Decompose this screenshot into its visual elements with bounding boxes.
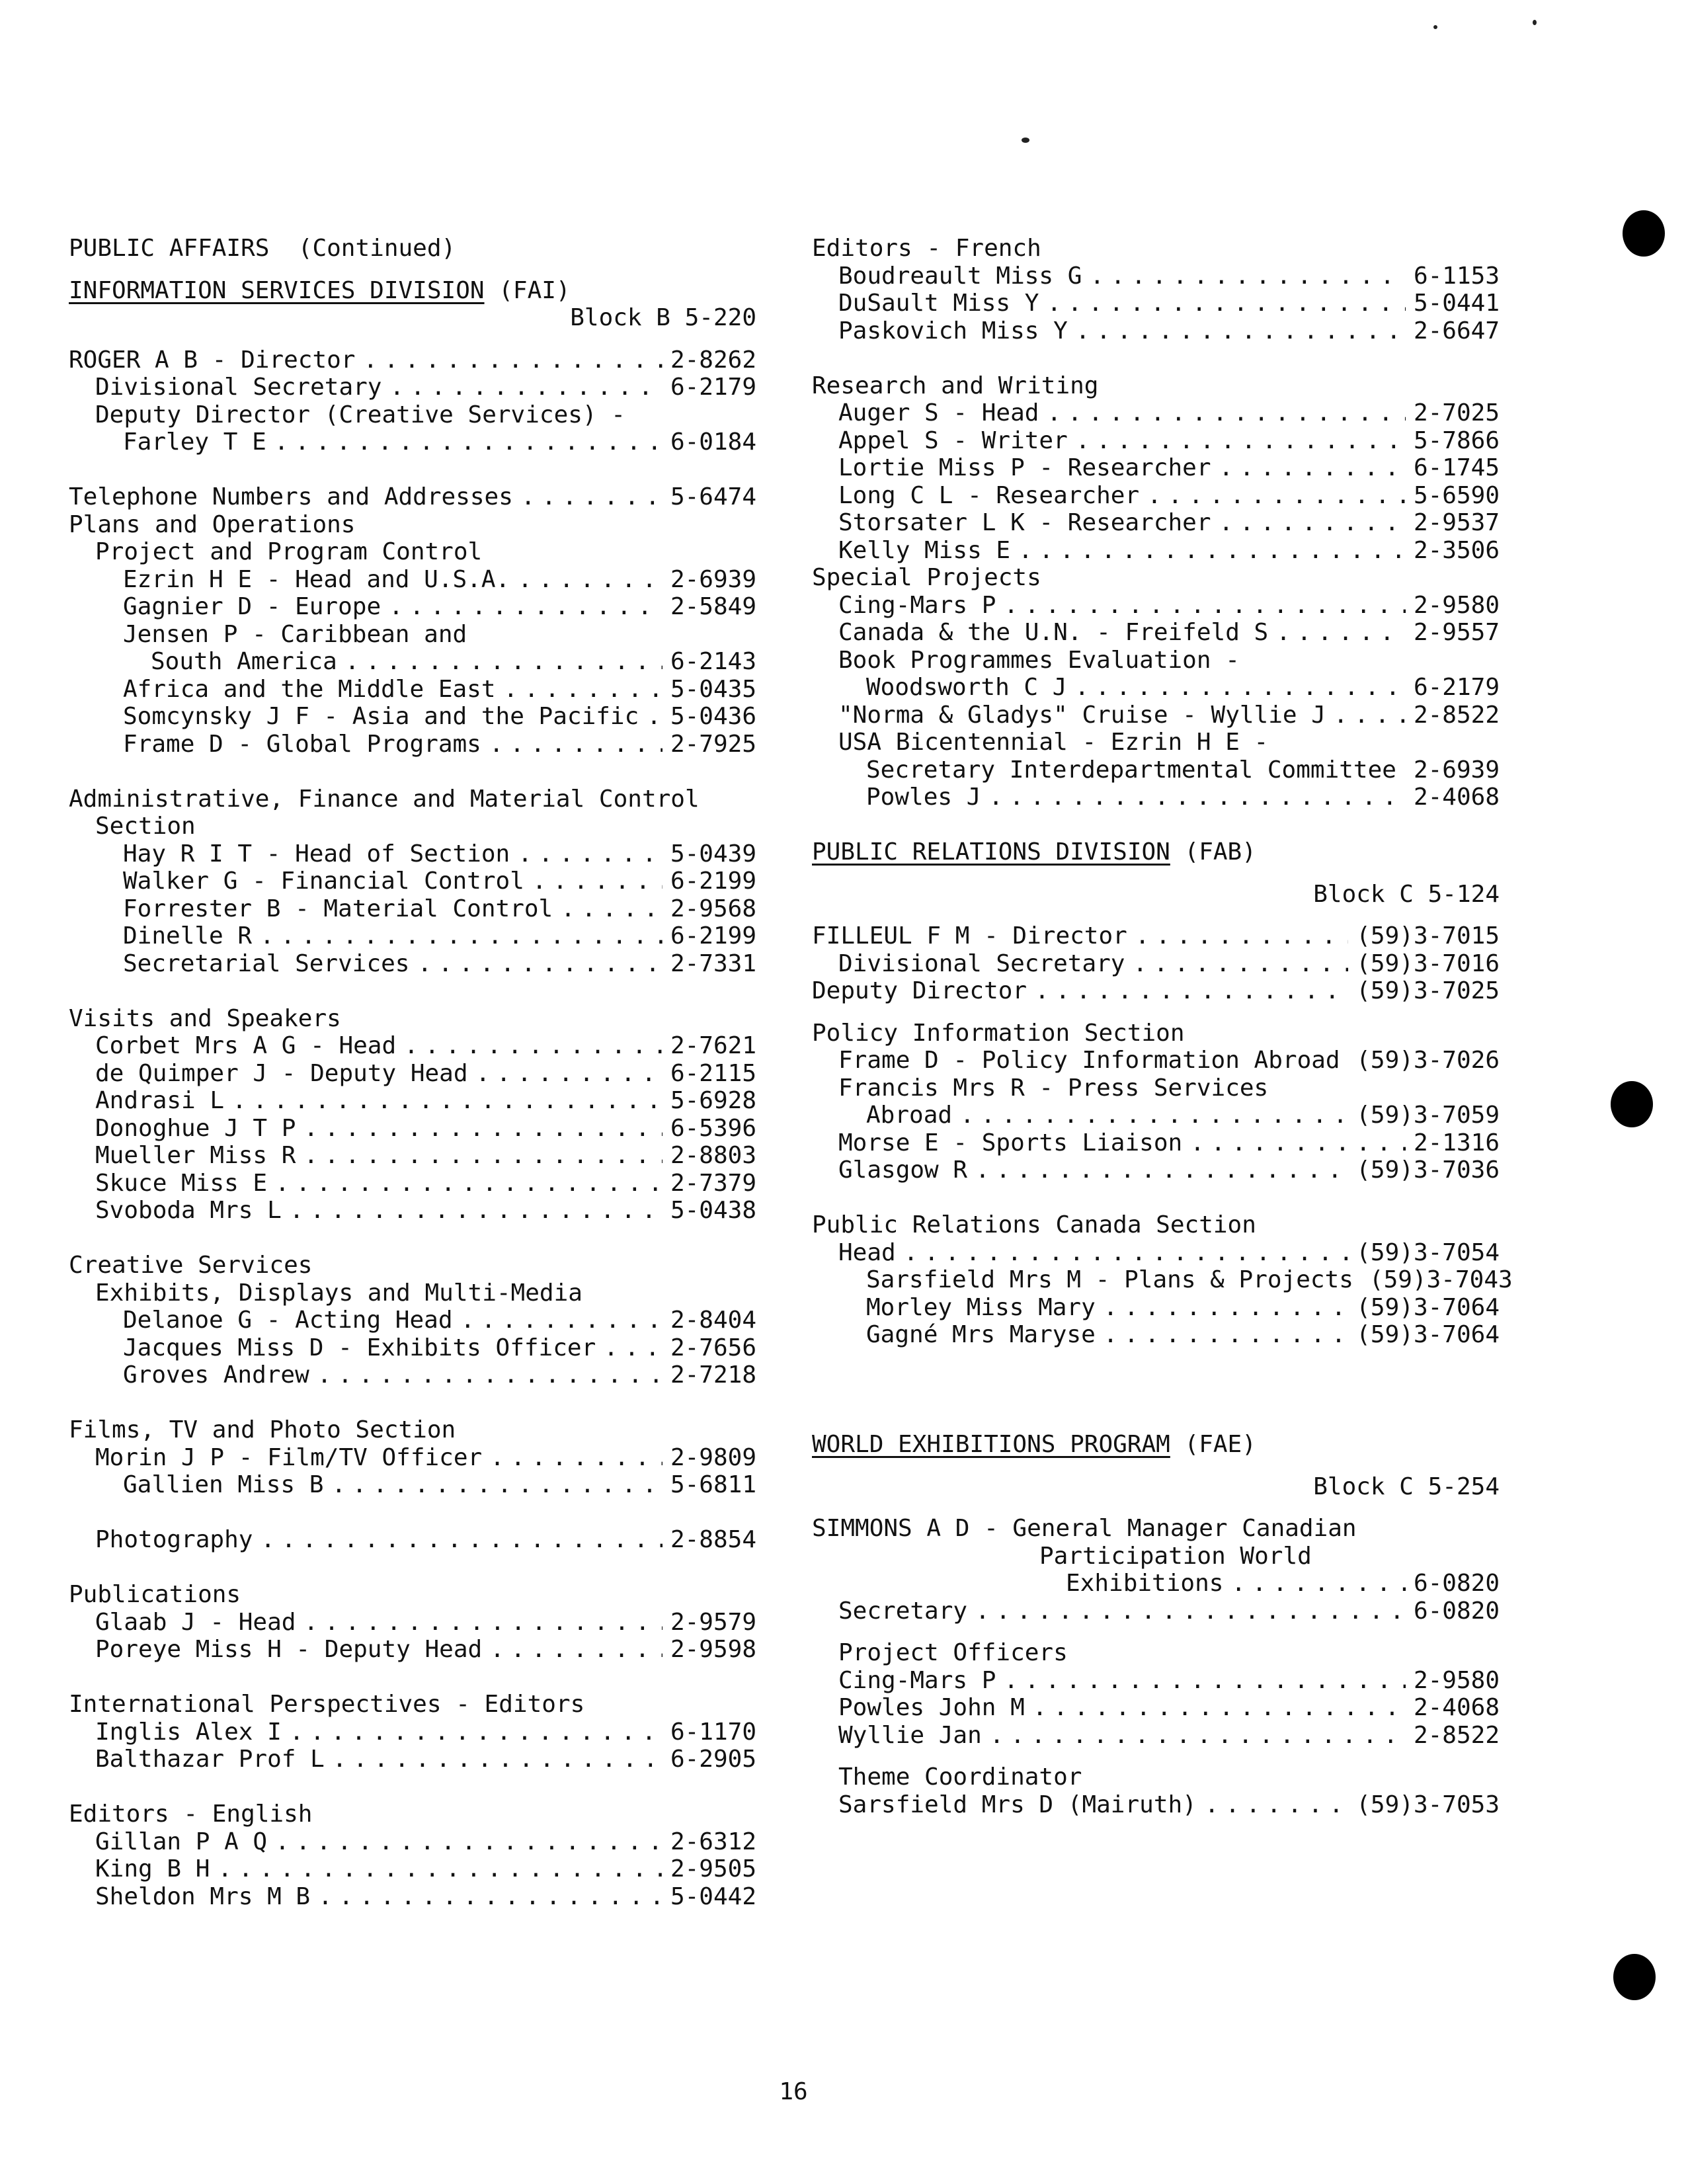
entry-heading: Publications bbox=[69, 1581, 241, 1608]
directory-entry: Somcynsky J F - Asia and the Pacific . . . 5-0436 bbox=[69, 703, 756, 731]
scan-speck bbox=[1533, 20, 1537, 25]
directory-entry: Corbet Mrs A G - Head . . . 2-7621 bbox=[69, 1032, 756, 1060]
directory-entry: Canada & the U.N. - Freifeld S . . . 2-9557 bbox=[812, 619, 1500, 647]
entry-heading: Public Relations Canada Section bbox=[812, 1211, 1256, 1238]
division-title-prd: PUBLIC RELATIONS DIVISION (FAB) bbox=[812, 838, 1256, 866]
entry-heading: Exhibits, Displays and Multi-Media bbox=[95, 1279, 583, 1307]
directory-entry: Groves Andrew . . . 2-7218 bbox=[69, 1361, 756, 1389]
directory-entry: Storsater L K - Researcher . . . 2-9537 bbox=[812, 509, 1500, 537]
directory-entry: Gillan P A Q . . . 2-6312 bbox=[69, 1828, 756, 1856]
block-location-isd: Block B 5-220 bbox=[570, 304, 756, 331]
entry-heading: Policy Information Section bbox=[812, 1019, 1185, 1047]
directory-entry: Frame D - Policy Information Abroad . . . (59)3-7026 bbox=[812, 1047, 1500, 1074]
directory-entry: Ezrin H E - Head and U.S.A. . . . 2-6939 bbox=[69, 566, 756, 594]
entry-heading: Creative Services bbox=[69, 1252, 313, 1279]
punch-hole-middle bbox=[1611, 1081, 1653, 1127]
entry-heading: Editors - English bbox=[69, 1800, 313, 1828]
directory-entry: Boudreault Miss G . . . 6-1153 bbox=[812, 263, 1500, 290]
directory-entry: Telephone Numbers and Addresses . . . 5-6474 bbox=[69, 483, 756, 511]
directory-entry: Africa and the Middle East . . . 5-0435 bbox=[69, 676, 756, 704]
entry-heading: Plans and Operations bbox=[69, 510, 356, 538]
directory-entry: South America . . . 6-2143 bbox=[69, 648, 756, 676]
scan-speck bbox=[1433, 25, 1437, 29]
directory-entry: Gagné Mrs Maryse . . . (59)3-7064 bbox=[812, 1321, 1500, 1349]
directory-entry: Skuce Miss E . . . 2-7379 bbox=[69, 1170, 756, 1197]
directory-entry: Morin J P - Film/TV Officer . . . 2-9809 bbox=[69, 1444, 756, 1472]
directory-entry: Donoghue J T P . . . 6-5396 bbox=[69, 1115, 756, 1143]
directory-entry: Gallien Miss B . . . 5-6811 bbox=[69, 1471, 756, 1499]
directory-entry: Cing-Mars P . . . 2-9580 bbox=[812, 592, 1500, 620]
entry-heading: Project Officers bbox=[838, 1639, 1068, 1666]
directory-entry: Walker G - Financial Control . . . 6-2199 bbox=[69, 868, 756, 895]
directory-entry: Paskovich Miss Y . . . 2-6647 bbox=[812, 317, 1500, 345]
directory-entry: King B H . . . 2-9505 bbox=[69, 1855, 756, 1883]
directory-entry: Powles John M . . . 2-4068 bbox=[812, 1694, 1500, 1722]
entry-heading: Visits and Speakers bbox=[69, 1004, 341, 1032]
directory-entry: Glasgow R . . . (59)3-7036 bbox=[812, 1156, 1500, 1184]
entry-heading: Book Programmes Evaluation - bbox=[838, 646, 1240, 674]
directory-entry: DuSault Miss Y . . . 5-0441 bbox=[812, 290, 1500, 317]
entry-heading: Special Projects bbox=[812, 564, 1041, 591]
directory-entry: Lortie Miss P - Researcher . . . 6-1745 bbox=[812, 454, 1500, 482]
entry-heading: Section bbox=[95, 813, 196, 840]
block-location-prd: Block C 5-124 bbox=[1313, 880, 1500, 908]
directory-entry: Dinelle R . . . 6-2199 bbox=[69, 922, 756, 950]
directory-entry: Auger S - Head . . . 2-7025 bbox=[812, 399, 1500, 427]
directory-entry: Gagnier D - Europe . . . 2-5849 bbox=[69, 593, 756, 621]
directory-entry: FILLEUL F M - Director . . . (59)3-7015 bbox=[812, 922, 1500, 950]
block-location-wep: Block C 5-254 bbox=[1313, 1473, 1500, 1500]
punch-hole-bottom bbox=[1613, 1954, 1656, 2000]
directory-entry: Divisional Secretary . . . 6-2179 bbox=[69, 374, 756, 401]
directory-entry: Frame D - Global Programs . . . 2-7925 bbox=[69, 731, 756, 758]
left-column bbox=[69, 235, 756, 1910]
right-column bbox=[812, 235, 1513, 1818]
directory-entry: ROGER A B - Director . . . 2-8262 bbox=[69, 346, 756, 374]
directory-entry: Sarsfield Mrs M - Plans & Projects (59)3-7043 bbox=[866, 1266, 1513, 1293]
directory-entry: Abroad . . . (59)3-7059 bbox=[812, 1102, 1500, 1129]
directory-entry: Long C L - Researcher . . . 5-6590 bbox=[812, 482, 1500, 510]
division-title-wep: WORLD EXHIBITIONS PROGRAM (FAE) bbox=[812, 1431, 1256, 1458]
entry-heading: Administrative, Finance and Material Control bbox=[69, 785, 700, 813]
scan-speck bbox=[1022, 138, 1029, 143]
entry-heading: Francis Mrs R - Press Services bbox=[838, 1074, 1269, 1102]
directory-entry: Hay R I T - Head of Section . . . 5-0439 bbox=[69, 840, 756, 868]
directory-entry: Powles J . . . 2-4068 bbox=[812, 784, 1500, 811]
section-header: PUBLIC AFFAIRS (Continued) bbox=[69, 235, 456, 262]
directory-entry: de Quimper J - Deputy Head . . . 6-2115 bbox=[69, 1060, 756, 1088]
entry-heading: Deputy Director (Creative Services) - bbox=[95, 401, 625, 428]
page-number: 16 bbox=[779, 2078, 808, 2105]
directory-entry: Balthazar Prof L . . . 6-2905 bbox=[69, 1746, 756, 1773]
directory-entry: Farley T E . . . 6-0184 bbox=[69, 428, 756, 456]
directory-entry: Morley Miss Mary . . . (59)3-7064 bbox=[812, 1294, 1500, 1322]
entry-heading: Research and Writing bbox=[812, 372, 1099, 399]
division-title-isd: INFORMATION SERVICES DIVISION (FAI) bbox=[69, 276, 571, 304]
directory-entry: Jacques Miss D - Exhibits Officer . . . 2-7656 bbox=[69, 1334, 756, 1362]
directory-entry: Glaab J - Head . . . 2-9579 bbox=[69, 1609, 756, 1637]
entry-heading: International Perspectives - Editors bbox=[69, 1691, 585, 1718]
directory-entry: Divisional Secretary . . . (59)3-7016 bbox=[812, 950, 1500, 978]
punch-hole-top bbox=[1623, 210, 1665, 257]
directory-entry: Deputy Director . . . (59)3-7025 bbox=[812, 977, 1500, 1005]
directory-entry: Morse E - Sports Liaison . . . 2-1316 bbox=[812, 1129, 1500, 1157]
directory-entry: Head . . . (59)3-7054 bbox=[812, 1239, 1500, 1267]
directory-entry: Inglis Alex I . . . 6-1170 bbox=[69, 1719, 756, 1746]
directory-entry: Woodsworth C J . . . 6-2179 bbox=[812, 674, 1500, 702]
directory-entry: Andrasi L . . . 5-6928 bbox=[69, 1087, 756, 1115]
entry-heading: USA Bicentennial - Ezrin H E - bbox=[838, 729, 1269, 756]
entry-heading: Editors - French bbox=[812, 235, 1041, 262]
directory-entry: Wyllie Jan . . . 2-8522 bbox=[812, 1722, 1500, 1750]
entry-heading: SIMMONS A D - General Manager Canadian bbox=[812, 1515, 1357, 1542]
entry-heading: Jensen P - Caribbean and bbox=[123, 620, 467, 648]
directory-entry: "Norma & Gladys" Cruise - Wyllie J . . . 2-8522 bbox=[812, 702, 1500, 729]
directory-entry: Secretary Interdepartmental Committee . . . 2-6939 bbox=[812, 756, 1500, 784]
directory-entry: Secretary . . . 6-0820 bbox=[812, 1598, 1500, 1625]
directory-entry: Cing-Mars P . . . 2-9580 bbox=[812, 1667, 1500, 1695]
directory-entry: Sheldon Mrs M B . . . 5-0442 bbox=[69, 1883, 756, 1911]
directory-entry: Sarsfield Mrs D (Mairuth) . . . (59)3-7053 bbox=[812, 1791, 1500, 1819]
entry-heading: Films, TV and Photo Section bbox=[69, 1416, 456, 1443]
entry-heading: Theme Coordinator bbox=[838, 1763, 1082, 1791]
directory-entry: Poreye Miss H - Deputy Head . . . 2-9598 bbox=[69, 1636, 756, 1664]
directory-entry: Photography . . . 2-8854 bbox=[69, 1526, 756, 1554]
entry-heading: Participation World bbox=[1039, 1542, 1312, 1570]
directory-entry: Kelly Miss E . . . 2-3506 bbox=[812, 537, 1500, 565]
directory-entry: Forrester B - Material Control . . . 2-9568 bbox=[69, 895, 756, 923]
directory-entry: Exhibitions . . . 6-0820 bbox=[812, 1570, 1500, 1598]
directory-entry: Mueller Miss R . . . 2-8803 bbox=[69, 1142, 756, 1170]
directory-entry: Appel S - Writer . . . 5-7866 bbox=[812, 427, 1500, 455]
directory-entry: Secretarial Services . . . 2-7331 bbox=[69, 950, 756, 978]
entry-heading: Project and Program Control bbox=[95, 538, 483, 565]
directory-entry: Svoboda Mrs L . . . 5-0438 bbox=[69, 1197, 756, 1225]
directory-entry: Delanoe G - Acting Head . . . 2-8404 bbox=[69, 1307, 756, 1334]
